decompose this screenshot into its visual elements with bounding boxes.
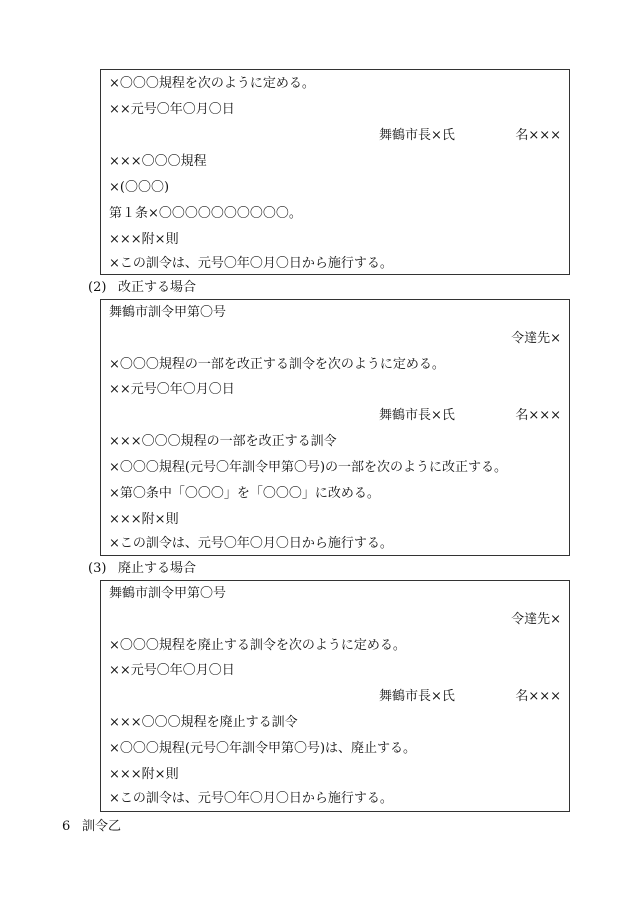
regulation-title: ×××〇〇〇規程 [109,154,207,169]
form-box-amend [100,299,570,556]
section-title: 訓令乙 [82,819,122,834]
section-heading-amend [88,279,196,297]
signature-line [109,127,561,145]
signature-line [109,407,561,425]
box-line: ×〇〇〇規程を次のように定める。 [109,76,315,91]
section-title: 廃止する場合 [118,561,197,576]
box-line: ×〇〇〇規程(元号〇年訓令甲第〇号)の一部を次のように改正する。 [109,460,508,475]
mayor-name: 名××× [515,128,561,143]
section-heading-otsu [62,818,121,836]
supplementary-heading: ×××附×則 [109,512,179,527]
supplementary-heading: ×××附×則 [109,232,179,247]
instruction-number: 舞鶴市訓令甲第〇号 [109,586,227,601]
form-box-repeal [100,580,570,812]
section-number: (3) [88,561,107,576]
mayor-name: 名××× [515,408,561,423]
mayor-name: 名××× [515,689,561,704]
regulation-title: ×××〇〇〇規程を廃止する訓令 [109,715,298,730]
box-line: ×(〇〇〇) [109,180,170,195]
mayor-title: 舞鶴市長×氏 [379,408,455,423]
recipient-line: 令達先× [511,331,561,346]
box-line: ×〇〇〇規程の一部を改正する訓令を次のように定める。 [109,357,445,372]
article-line: 第１条×〇〇〇〇〇〇〇〇〇〇。 [109,206,302,221]
section-heading-repeal [88,560,196,578]
recipient-line: 令達先× [511,612,561,627]
regulation-title: ×××〇〇〇規程の一部を改正する訓令 [109,434,337,449]
form-box-enactment [100,69,570,275]
box-line: ×〇〇〇規程を廃止する訓令を次のように定める。 [109,638,406,653]
section-number: 6 [62,819,71,834]
section-title: 改正する場合 [118,280,197,295]
date-line: ××元号〇年〇月〇日 [109,382,235,397]
effective-date-line: ×この訓令は、元号〇年〇月〇日から施行する。 [109,536,393,551]
date-line: ××元号〇年〇月〇日 [109,663,235,678]
date-line: ××元号〇年〇月〇日 [109,102,235,117]
effective-date-line: ×この訓令は、元号〇年〇月〇日から施行する。 [109,256,393,271]
instruction-number: 舞鶴市訓令甲第〇号 [109,305,227,320]
signature-line [109,688,561,706]
section-number: (2) [88,280,107,295]
box-line: ×第〇条中「〇〇〇」を「〇〇〇」に改める。 [109,486,380,501]
supplementary-heading: ×××附×則 [109,767,179,782]
mayor-title: 舞鶴市長×氏 [379,689,455,704]
effective-date-line: ×この訓令は、元号〇年〇月〇日から施行する。 [109,791,393,806]
box-line: ×〇〇〇規程(元号〇年訓令甲第〇号)は、廃止する。 [109,741,417,756]
mayor-title: 舞鶴市長×氏 [379,128,455,143]
